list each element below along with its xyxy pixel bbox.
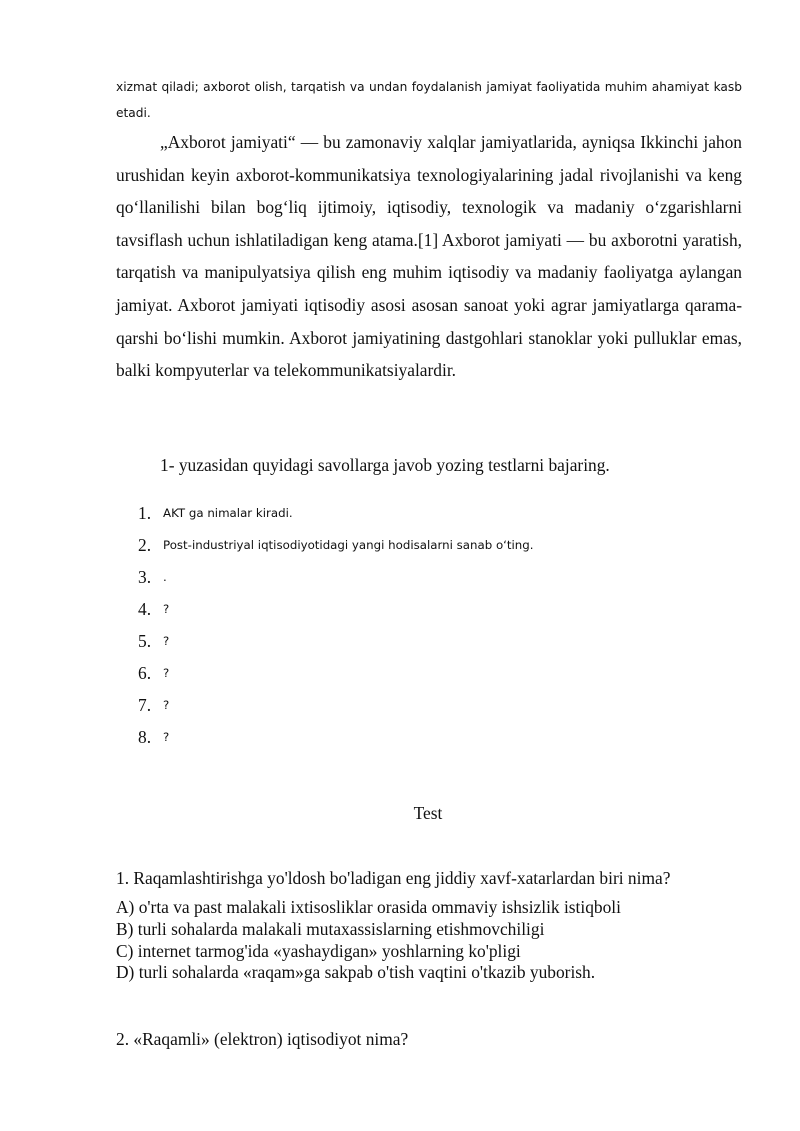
question-text: AKT ga nimalar kiradi.	[163, 506, 293, 520]
paragraph-information-society: „Axborot jamiyati“ — bu zamonaviy xalqlar jamiyatlarida, ayniqsa Ikkinchi jahon urushidan keyin axborot-kommunikatsiya texnologiyalarining jadal rivojlanishi va keng qo‘llanilishi bilan bog‘liq ijtimoiy, iqtisodiy, texnologik va madaniy o‘zgarishlarni tavsiflash uchun ishlatiladigan keng atama.[1] Axborot jamiyati — bu axborotni yaratish, tarqatish va manipulyatsiya qilish eng muhim iqtisodiy va madaniy faoliyatga aylangan jamiyat. Axborot jamiyati iqtisodiy asosi asosan sanoat yoki agrar jamiyatlarga qarama-qarshi bo‘lishi mumkin. Axborot jamiyatining dastgohlari stanoklar yoki pulluklar emas, balki kompyuterlar va telekommunikatsiyalardir.	[116, 132, 742, 381]
question-number: 2.	[138, 534, 152, 555]
question-item	[138, 625, 169, 657]
question-text: ?	[163, 666, 170, 680]
question-item	[138, 689, 169, 721]
question-number: 5.	[138, 630, 152, 651]
question-item	[138, 657, 169, 689]
question-number: 7.	[138, 694, 152, 715]
question-item	[138, 721, 169, 753]
question-item	[138, 529, 534, 561]
test-question-1: 1. Raqamlashtirishga yo'ldosh bo'ladigan eng jiddiy xavf-xatarlardan biri nima?	[116, 868, 671, 888]
question-item	[138, 497, 293, 529]
test-question-1-answers	[116, 897, 621, 984]
answer-option-a: A) o'rta va past malakali ixtisosliklar orasida ommaviy ishsizlik istiqboli	[116, 897, 621, 917]
question-item	[138, 561, 167, 593]
question-text: ?	[163, 634, 170, 648]
question-text: .	[163, 570, 167, 584]
question-text: ?	[163, 602, 170, 616]
test-heading: Test	[413, 803, 443, 823]
answer-option-d: D) turli sohalarda «raqam»ga sakpab o'tish vaqtini o'tkazib yuborish.	[116, 962, 596, 983]
task-instruction: 1- yuzasidan quyidagi savollarga javob yozing testlarni bajaring.	[160, 455, 610, 475]
test-question-2: 2. «Raqamli» (elektron) iqtisodiyot nima?	[116, 1029, 409, 1049]
answer-option-c: C) internet tarmog'ida «yashaydigan» yoshlarning ko'pligi	[116, 940, 521, 961]
question-number: 8.	[138, 726, 152, 747]
answer-option-b: B) turli sohalarda malakali mutaxassislarning etishmovchiligi	[116, 918, 545, 939]
question-number: 3.	[138, 566, 152, 587]
question-text: ?	[163, 730, 170, 744]
question-text: Post-industriyal iqtisodiyotidagi yangi hodisalarni sanab o‘ting.	[163, 538, 534, 552]
question-number: 6.	[138, 662, 152, 683]
question-number: 1.	[138, 502, 152, 523]
question-text: ?	[163, 698, 170, 712]
question-item	[138, 593, 169, 625]
intro-text: xizmat qiladi; axborot olish, tarqatish va undan foydalanish jamiyat faoliyatida muhim ahamiyat kasb etadi.	[116, 80, 742, 120]
question-number: 4.	[138, 598, 152, 619]
